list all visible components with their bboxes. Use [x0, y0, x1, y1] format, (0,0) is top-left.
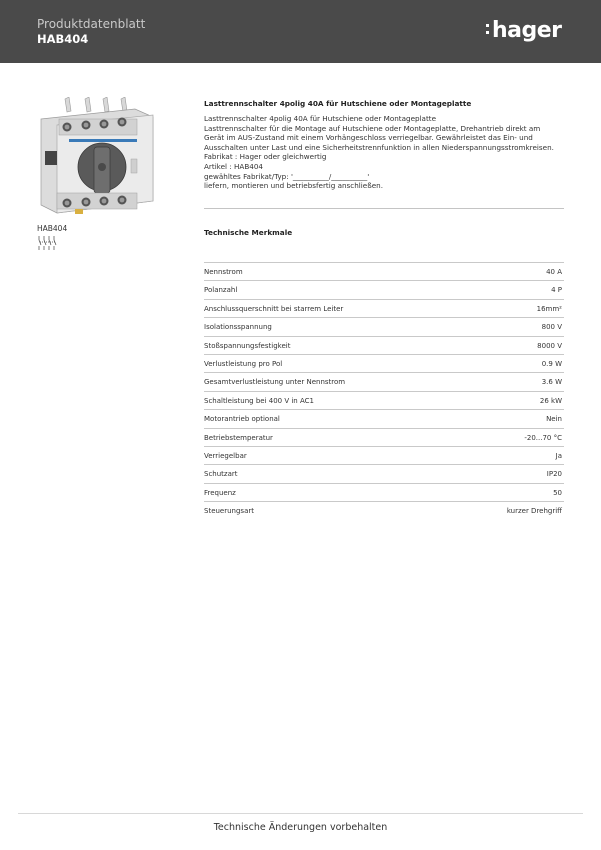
description-line: Gerät im AUS-Zustand mit einem Vorhängeschloss verriegelbar. Gewährleistet das Ein- und	[204, 133, 533, 143]
description-line: Lasttrennschalter 4polig 40A für Hutschiene oder Montageplatte	[204, 114, 437, 123]
table-row	[204, 354, 564, 372]
table-row	[204, 446, 564, 464]
spec-value: 3.6 W	[541, 378, 562, 387]
specs-section-title: Technische Merkmale	[204, 228, 293, 237]
spec-label: Isolationsspannung	[204, 323, 272, 332]
spec-label: Stoßspannungsfestigkeit	[204, 341, 291, 350]
description-line: Fabrikat : Hager oder gleichwertig	[204, 152, 327, 162]
spec-label: Nennstrom	[204, 268, 243, 276]
product-description	[204, 114, 566, 191]
spec-value: 4 P	[551, 286, 562, 295]
table-row	[204, 317, 564, 335]
spec-label: Motorantrieb optional	[204, 415, 280, 424]
table-row	[204, 336, 564, 354]
product-image	[35, 97, 155, 219]
section-divider	[204, 208, 564, 209]
document-type: Produktdatenblatt	[37, 17, 146, 31]
table-row	[204, 280, 564, 298]
logo-dots-icon	[486, 24, 490, 38]
spec-value: Nein	[546, 415, 562, 424]
description-line: Artikel : HAB404	[204, 161, 263, 171]
table-row	[204, 372, 564, 390]
spec-label: Schaltleistung bei 400 V in AC1	[204, 396, 314, 405]
footer-note: Technische Änderungen vorbehalten	[213, 822, 388, 833]
spec-value: kurzer Drehgriff	[506, 507, 562, 516]
table-row	[204, 262, 564, 280]
spec-label: Polanzahl	[204, 286, 238, 295]
description-line: Ausschalten unter Last und eine Sicherheitstrennfunktion in allen Niederspannungsstromkreisen.	[204, 142, 554, 152]
footer-divider	[18, 813, 583, 814]
table-row	[204, 299, 564, 317]
spec-value: 26 kW	[539, 396, 562, 405]
spec-value: IP20	[546, 470, 562, 479]
spec-value: -20...70 °C	[524, 433, 562, 442]
spec-label: Anschlussquerschnitt bei starrem Leiter	[204, 304, 344, 313]
spec-value: 40 A	[546, 268, 562, 276]
spec-label: Verriegelbar	[204, 451, 247, 460]
brand-name: hager	[492, 18, 562, 43]
description-line: gewähltes Fabrikat/Typ: '__________/__________'	[204, 171, 370, 181]
spec-value: 800 V	[541, 323, 562, 332]
hager-logo	[492, 18, 562, 43]
header-bar	[0, 0, 601, 63]
spec-value: 16mm²	[536, 304, 562, 313]
table-row	[204, 428, 564, 446]
table-row	[204, 409, 564, 427]
image-caption: HAB404	[37, 224, 68, 233]
description-line: liefern, montieren und betriebsfertig anschließen.	[204, 181, 383, 191]
spec-value: 8000 V	[537, 341, 562, 350]
specs-table	[204, 262, 564, 519]
spec-label: Betriebstemperatur	[204, 433, 273, 442]
table-row	[204, 483, 564, 501]
spec-label: Frequenz	[204, 488, 236, 497]
description-line: Lasttrennschalter für die Montage auf Hutschiene oder Montageplatte, Drehantrieb direkt am	[204, 123, 541, 133]
table-row	[204, 391, 564, 409]
spec-label: Gesamtverlustleistung unter Nennstrom	[204, 378, 346, 387]
spec-label: Schutzart	[204, 470, 238, 479]
spec-value: Ja	[555, 451, 562, 460]
spec-value: 0.9 W	[541, 359, 562, 368]
table-row	[204, 501, 564, 519]
table-row	[204, 464, 564, 482]
product-code: HAB404	[37, 32, 89, 46]
spec-label: Verlustleistung pro Pol	[204, 359, 283, 368]
product-title: Lasttrennschalter 4polig 40A für Hutschiene oder Montageplatte	[204, 99, 472, 108]
spec-value: 50	[553, 488, 562, 497]
spec-label: Steuerungsart	[204, 507, 254, 516]
switch-symbol-icon	[37, 236, 57, 250]
